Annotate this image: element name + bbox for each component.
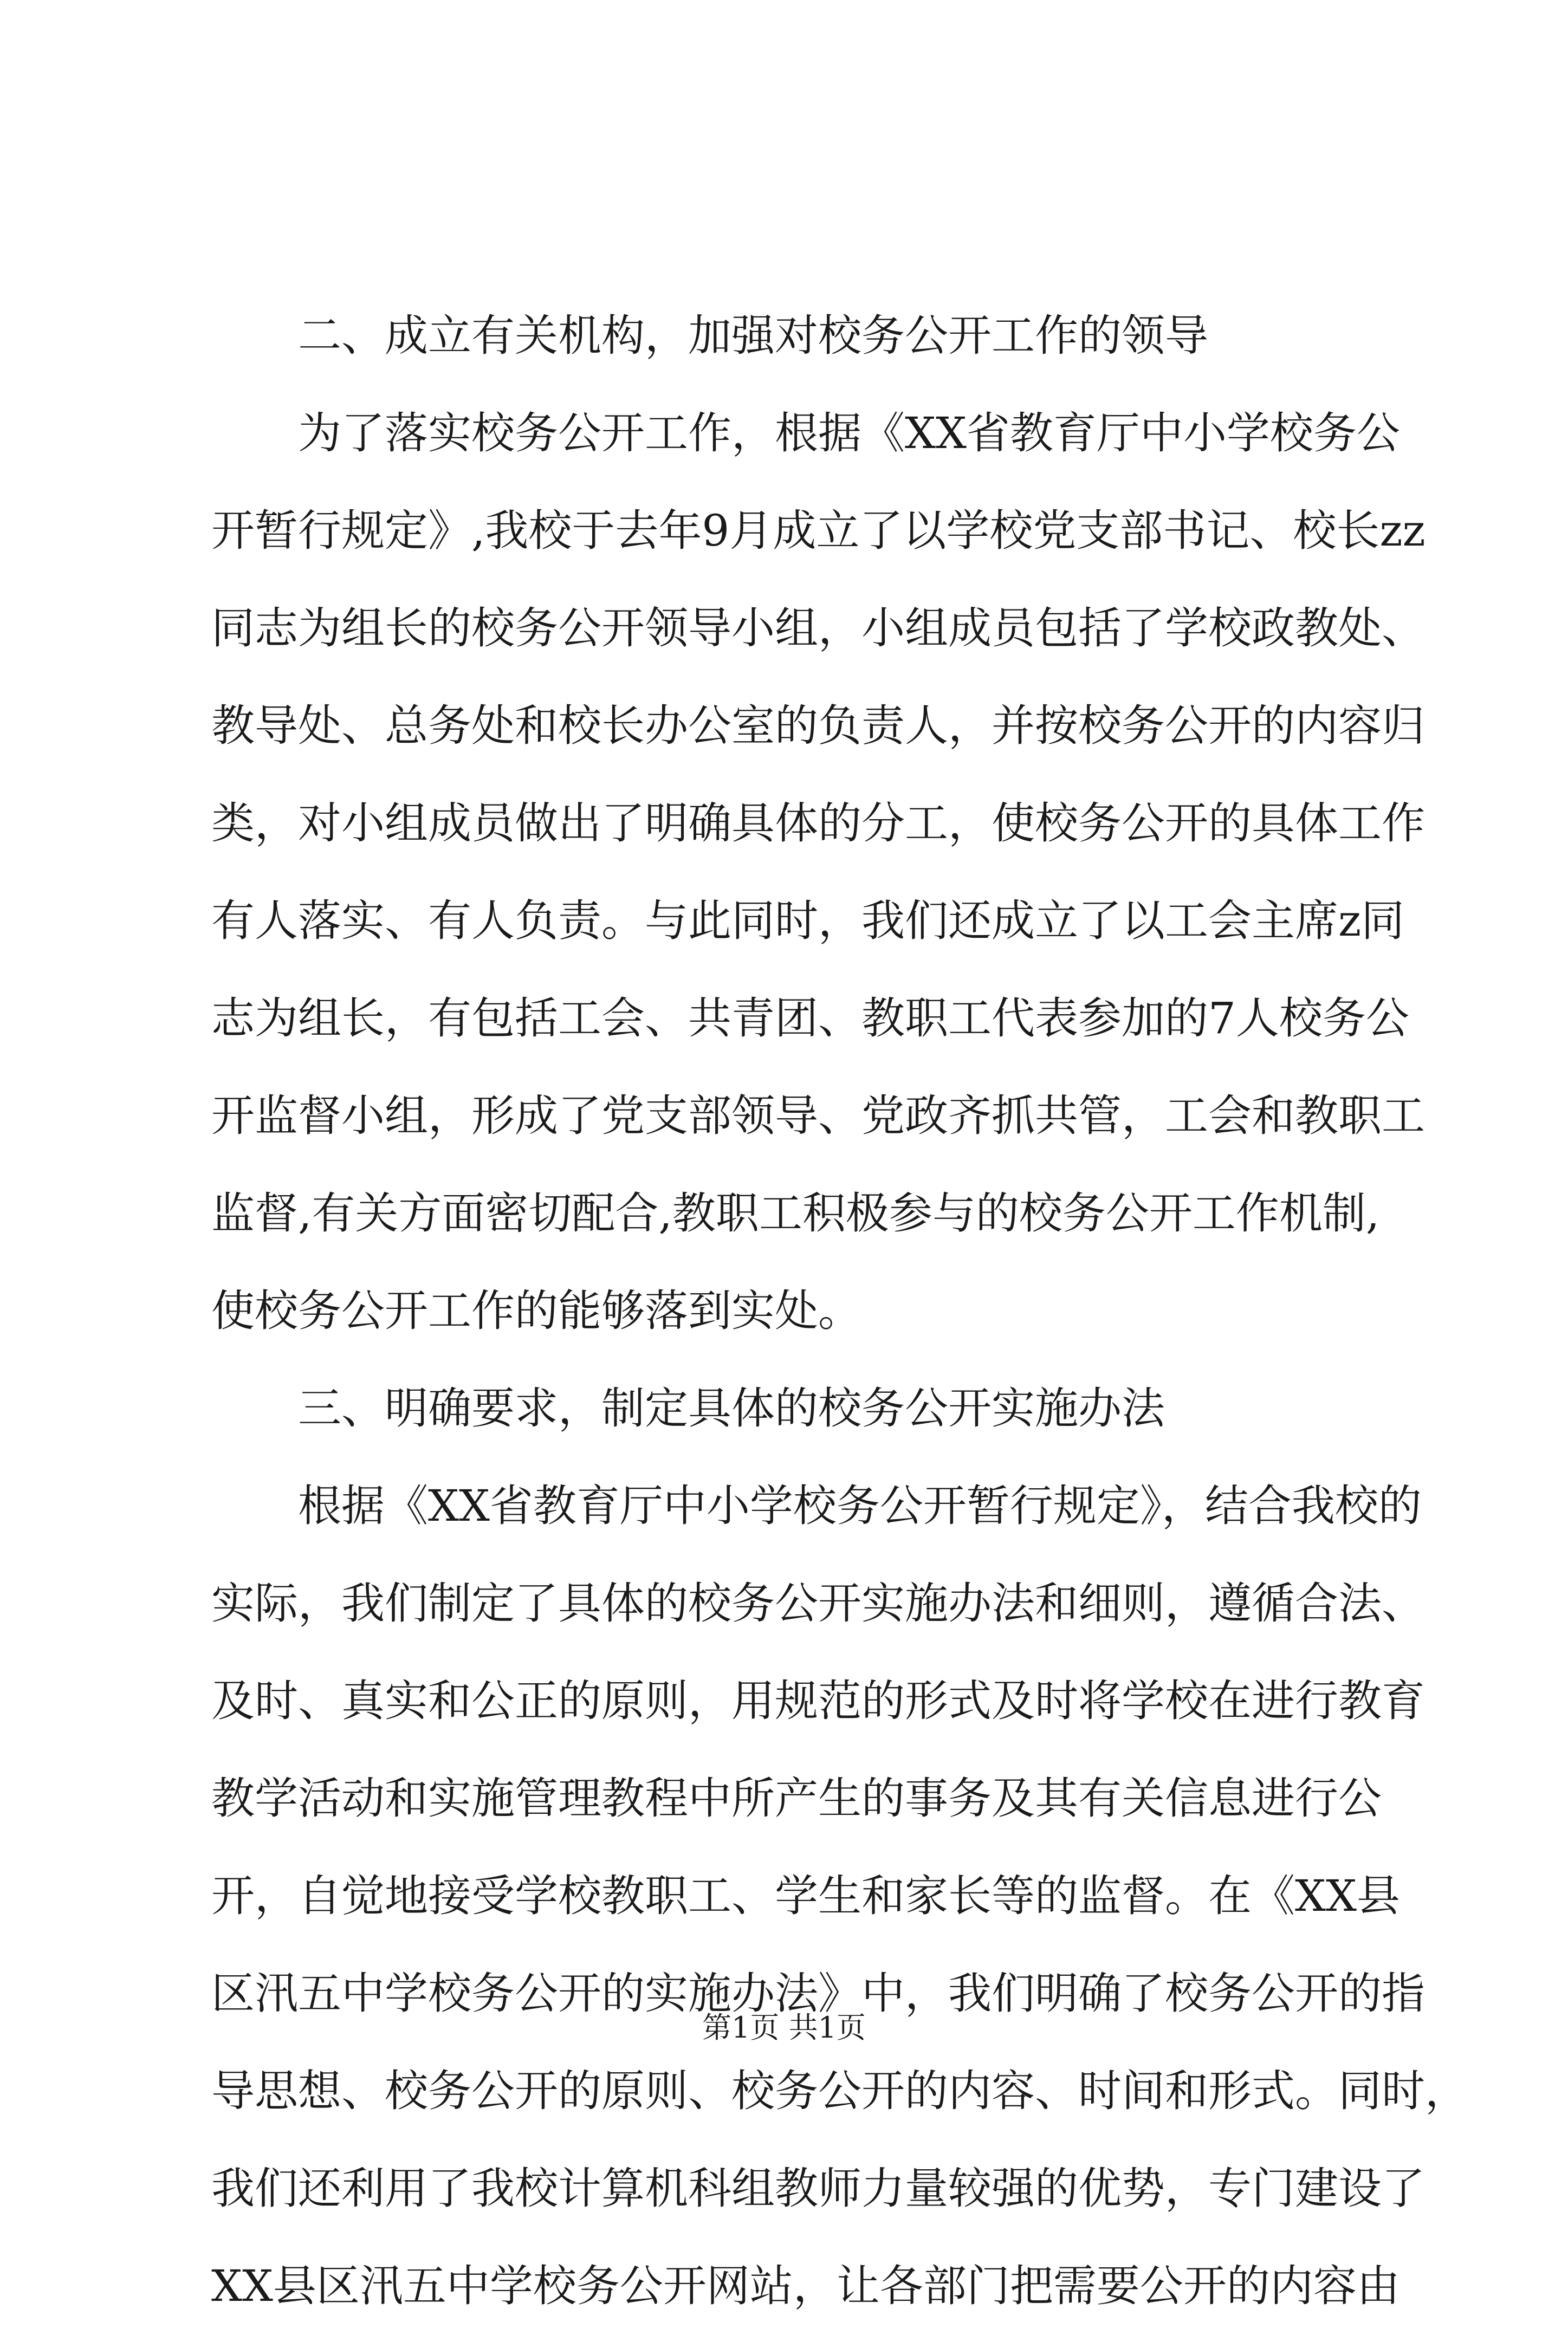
page-footer: 第1页 共1页	[702, 2010, 866, 2045]
text-line: 开暂行规定》,我校于去年9月成立了以学校党支部书记、校长zz	[211, 505, 1426, 556]
section-heading: 三、明确要求，制定具体的校务公开实施办法	[298, 1383, 1165, 1434]
text-line: 为了落实校务公开工作，根据《XX省教育厅中小学校务公	[298, 408, 1400, 458]
text-line: 开监督小组，形成了党支部领导、党政齐抓共管，工会和教职工	[211, 1091, 1425, 1141]
text-line: 有人落实、有人负责。与此同时，我们还成立了以工会主席z同	[211, 896, 1405, 946]
text-line: 使校务公开工作的能够落到实处。	[211, 1286, 861, 1336]
text-line: 教学活动和实施管理教程中所产生的事务及其有关信息进行公	[211, 1773, 1382, 1824]
text-line: XX县区汛五中学校务公开网站，让各部门把需要公开的内容由	[211, 2261, 1400, 2311]
text-line: 同志为组长的校务公开领导小组，小组成员包括了学校政教处、	[211, 603, 1425, 653]
text-line: 我们还利用了我校计算机科组教师力量较强的优势，专门建设了	[211, 2163, 1425, 2214]
text-line: 教导处、总务处和校长办公室的负责人，并按校务公开的内容归	[211, 700, 1425, 751]
text-line: 类，对小组成员做出了明确具体的分工，使校务公开的具体工作	[211, 798, 1425, 848]
section-heading: 二、成立有关机构，加强对校务公开工作的领导	[298, 310, 1208, 361]
text-line: 及时、真实和公正的原则，用规范的形式及时将学校在进行教育	[211, 1676, 1425, 1726]
text-line: 根据《XX省教育厅中小学校务公开暂行规定》，结合我校的	[298, 1481, 1422, 1531]
text-line: 开，自觉地接受学校教职工、学生和家长等的监督。在《XX县	[211, 1871, 1400, 1921]
text-line: 实际，我们制定了具体的校务公开实施办法和细则，遵循合法、	[211, 1578, 1425, 1629]
text-line: 区汛五中学校务公开的实施办法》中，我们明确了校务公开的指	[211, 1968, 1425, 2019]
text-line: 导思想、校务公开的原则、校务公开的内容、时间和形式。同时，	[211, 2066, 1468, 2116]
text-line: 监督,有关方面密切配合,教职工积极参与的校务公开工作机制,	[211, 1188, 1380, 1238]
text-line: 志为组长，有包括工会、共青团、教职工代表参加的7人校务公	[211, 993, 1409, 1043]
